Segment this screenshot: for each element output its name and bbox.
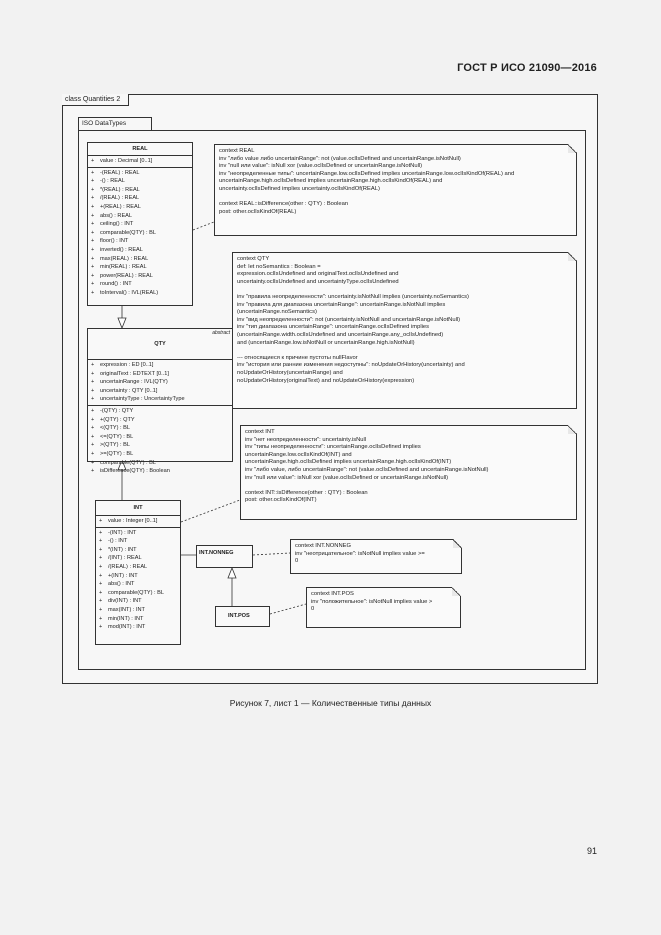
member-row: + round() : INT: [91, 281, 132, 288]
operations: [88, 406, 232, 477]
member-row: + uncertaintyType : UncertaintyType: [91, 396, 185, 403]
member-row: + min(INT) : INT: [99, 615, 144, 622]
note-line: 0: [311, 606, 315, 613]
member-row: + uncertainty : QTY [0..1]: [91, 387, 158, 394]
note-line: [237, 347, 572, 355]
note-link-real: [193, 222, 214, 230]
constraint-note-qty: [232, 252, 577, 409]
note-line: expression.oclIsUndefined and originalText.oclIsUndefined and: [237, 271, 399, 278]
class-int-pos[interactable]: [215, 606, 270, 627]
note-line: inv "null или value": isNull xor (value.oclIsDefined or uncertainRange.isNotNull): [245, 474, 449, 481]
member-row: + +(INT) : INT: [99, 572, 138, 579]
figure-caption: Рисунок 7, лист 1 — Количественные типы данных: [229, 698, 432, 708]
class-name: INT.POS: [228, 613, 250, 619]
member-row: + mod(INT) : INT: [99, 624, 146, 631]
note-line: uncertainty.oclIsUndefined and uncertaintyType.oclIsUndefined: [237, 278, 399, 285]
package-tab: ISO DataTypes: [78, 117, 152, 130]
attribute-row: + value : Decimal [0..1]: [91, 158, 153, 164]
member-row: + comparable(QTY) : BL: [91, 229, 156, 236]
member-row: + /(INT) : REAL: [99, 555, 142, 562]
class-name: INT.NONNEG: [199, 550, 234, 556]
member-row: + -(REAL) : REAL: [91, 169, 140, 176]
note-line: context REAL: [219, 148, 255, 154]
attributes: [88, 156, 192, 168]
note-line: inv "либо value либо uncertainRange": not (value.oclIsDefined and uncertainRange.isNotNull): [219, 155, 461, 162]
member-row: + ceiling() : INT: [91, 221, 134, 228]
member-row: + /(REAL) : REAL: [91, 195, 140, 202]
member-row: + -() : REAL: [91, 178, 125, 185]
member-row: + power(REAL) : REAL: [91, 272, 153, 279]
member-row: + abs() : INT: [99, 581, 135, 588]
note-line: post: other.oclIsKindOf(REAL): [219, 208, 297, 215]
member-row: + floor() : INT: [91, 238, 129, 245]
note-line: context REAL::isDifference(other : QTY) : Boolean: [219, 201, 349, 208]
note-line: def: let noSemantics : Boolean =: [237, 263, 321, 270]
document-header: ГОСТ Р ИСО 21090—2016: [457, 62, 597, 74]
member-row: + *(REAL) : REAL: [91, 186, 140, 193]
member-row: + max(REAL) : REAL: [91, 255, 149, 262]
member-row: + inverted() : REAL: [91, 246, 143, 253]
class-qty[interactable]: [87, 328, 233, 475]
note-line: inv "вид неопределенности": not (uncertainty.isNotNull and uncertainRange.isNotNull): [237, 316, 461, 323]
note-line: context QTY: [237, 256, 270, 262]
class-name: INT: [96, 501, 180, 516]
note-line: inv "история или ранние изменения недоступны": noUpdateOrHistory(uncertainty) and: [237, 362, 465, 369]
note-line: context INT::isDifference(other : QTY) : Boolean: [245, 489, 368, 496]
note-line: inv "типы неопределенности": uncertainRange.oclIsDefined implies: [245, 444, 421, 451]
member-row: + -(QTY) : QTY: [91, 407, 134, 414]
member-row: + isDifference(QTY) : Boolean: [91, 468, 170, 475]
note-line: post: other.oclIsKindOf(INT): [245, 497, 317, 504]
note-line: context INT.NONNEG: [295, 543, 352, 549]
note-line: inv "правила неопределенности": uncertainty.isNotNull implies (uncertainty.noSemantics): [237, 293, 469, 300]
member-row: + abs() : REAL: [91, 212, 133, 219]
note-line: inv "null или value": isNull xor (value.oclIsDefined or uncertainRange.isNotNull): [219, 163, 423, 170]
note-link-pos: [270, 604, 306, 614]
member-row: + comparable(QTY) : BL: [91, 459, 156, 466]
class-real[interactable]: [87, 142, 193, 306]
member-row: + *(INT) : INT: [99, 546, 137, 553]
class-int[interactable]: [95, 500, 181, 645]
abstract-keyword: abstract: [212, 330, 230, 336]
member-row: + >=(QTY) : BL: [91, 450, 134, 457]
note-line: uncertainty.oclIsDefined implies uncertainty.oclIsKindOf(REAL): [219, 185, 380, 192]
note-line: uncertainRange.high.oclIsDefined implies uncertainRange.high.oclIsKindOf(INT): [245, 459, 452, 466]
class-int-nonneg[interactable]: [196, 545, 253, 568]
member-row: + comparable(QTY) : BL: [99, 589, 164, 596]
member-row: + <(QTY) : BL: [91, 425, 130, 432]
member-row: + min(REAL) : REAL: [91, 264, 147, 271]
note-line: [219, 194, 572, 202]
constraint-note-int: [240, 425, 577, 520]
note-line: (uncertainRange.width.oclIsUndefined and uncertainRange.any_oclIsUndefined): [237, 331, 444, 338]
note-line: inv "нет неопределенности": uncertainty.isNull: [245, 436, 367, 443]
constraint-note-int-nonneg: [290, 539, 462, 574]
note-line: inv "правила для диапазона uncertainRange": uncertainRange.isNotNull implies: [237, 301, 446, 308]
note-line: 0: [295, 558, 299, 565]
note-line: inv "неопределенные типы": uncertainRange.low.oclIsDefined implies uncertainRange.low.oclIsKindOf(REAL) and: [219, 170, 515, 177]
attributes: [88, 360, 232, 406]
member-row: + -() : INT: [99, 538, 128, 545]
constraint-note-int-pos: [306, 587, 461, 628]
operations: [88, 168, 192, 299]
class-name: REAL: [88, 143, 192, 156]
note-line: [237, 286, 572, 294]
member-row: + expression : ED [0..1]: [91, 362, 154, 368]
member-row: + max(INT) : INT: [99, 606, 145, 613]
note-line: uncertainRange.high.oclIsDefined implies uncertainRange.high.oclIsKindOf(REAL) and: [219, 178, 443, 185]
note-line: [245, 482, 572, 490]
note-link-nonneg: [253, 553, 290, 555]
note-link-int: [181, 500, 240, 522]
note-line: inv "неотрицательное": isNotNull implies value >=: [295, 550, 425, 557]
note-line: noUpdateOrHistory(originalText) and noUpdateOrHistory(expression): [237, 377, 415, 384]
note-line: (uncertainRange.noSemantics): [237, 309, 317, 316]
member-row: + <=(QTY) : BL: [91, 433, 134, 440]
note-line: context INT: [245, 429, 275, 435]
note-line: --- относящиеся к причине пустоты nullFlavor: [237, 354, 358, 361]
member-row: + /(REAL) : REAL: [99, 563, 148, 570]
member-row: + uncertainRange : IVL(QTY): [91, 379, 168, 386]
note-line: inv "положительное": isNotNull implies value >: [311, 598, 433, 605]
page-number: 91: [586, 846, 597, 856]
attributes: [96, 516, 180, 528]
class-name: QTY abstract: [88, 329, 232, 360]
attribute-row: + value : Integer [0..1]: [99, 518, 158, 524]
member-row: + +(QTY) : QTY: [91, 416, 135, 423]
member-row: + >(QTY) : BL: [91, 442, 130, 449]
constraint-note-real: [214, 144, 577, 236]
member-row: + originalText : EDTEXT [0..1]: [91, 370, 169, 377]
member-row: + -(INT) : INT: [99, 529, 137, 536]
note-line: context INT.POS: [311, 591, 354, 597]
member-row: + +(REAL) : REAL: [91, 203, 141, 210]
note-line: inv "тип диапазона uncertainRange": uncertainRange.oclIsDefined implies: [237, 324, 430, 331]
note-line: noUpdateOrHistory(uncertainRange) and: [237, 369, 343, 376]
member-row: + div(INT) : INT: [99, 598, 142, 605]
member-row: + toInterval() : IVL(REAL): [91, 289, 159, 296]
note-line: uncertainRange.low.oclIsKindOf(INT) and: [245, 451, 352, 458]
diagram-title: class Quantities 2: [62, 94, 129, 106]
operations: [96, 528, 180, 633]
note-line: inv "либо value, либо uncertainRange": not (value.oclIsDefined and uncertainRange.isNotNull): [245, 466, 489, 473]
note-line: and (uncertainRange.low.isNotNull or uncertainRange.high.isNotNull): [237, 339, 415, 346]
